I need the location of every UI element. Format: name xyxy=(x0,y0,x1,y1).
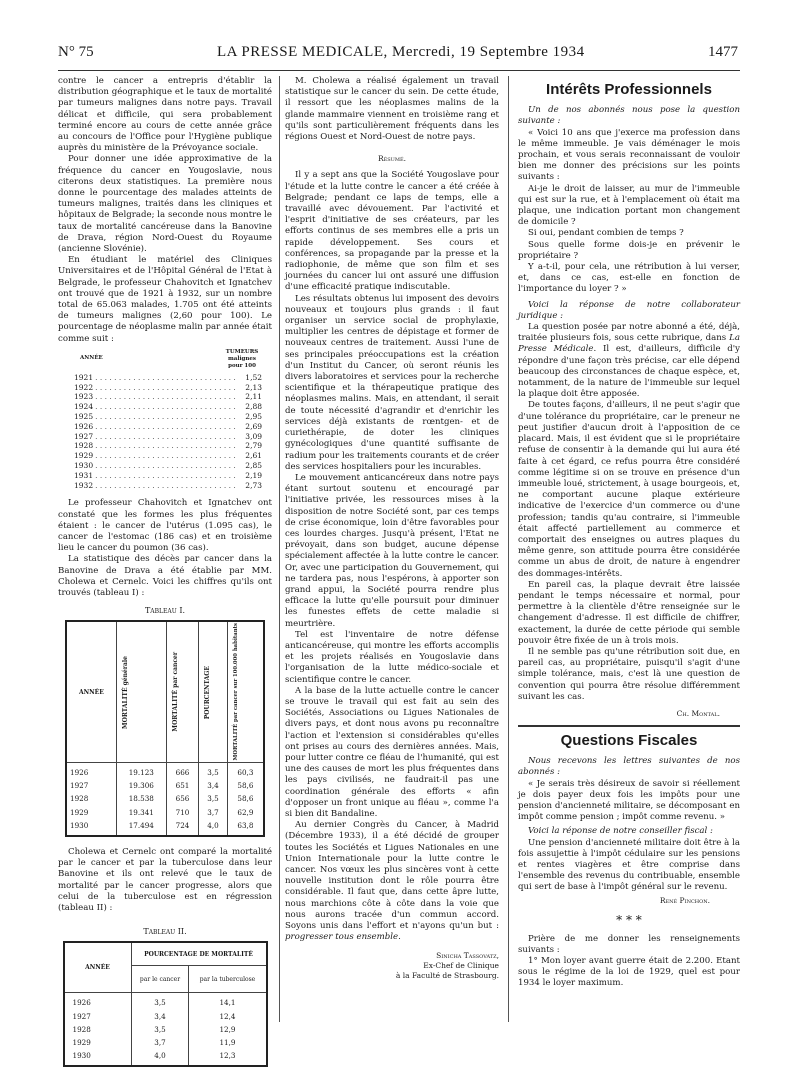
paragraph: Prière de me donner les renseignements suivants : xyxy=(518,933,740,955)
table-cell: 18.538 xyxy=(116,792,166,805)
paragraph: Il ne semble pas qu'une rétribution soit due, en pareil cas, au propriétaire, puisqu'il s'agit d'une simple tolérance, mais, c'est là une question de convention qui pourra être résolue différemment suivant les cas. xyxy=(518,646,740,702)
table-cell: 666 xyxy=(166,762,198,779)
list-value: 2,11 xyxy=(245,392,262,402)
leader-dots: . . . . . . . . . . . . . . . . . . . . . . . . . . . . . . xyxy=(95,412,236,422)
table-cell: 12,3 xyxy=(189,1049,267,1066)
list-value: 2,85 xyxy=(245,461,262,471)
table-cell: 11,9 xyxy=(189,1036,267,1049)
table-cell: 19.341 xyxy=(116,806,166,819)
table-cell: 656 xyxy=(166,792,198,805)
paragraph: Voici la réponse de notre conseiller fiscal : xyxy=(528,826,713,837)
table-cell: 3,5 xyxy=(199,762,228,779)
paragraph: En étudiant le matériel des Cliniques Universitaires et de l'Hôpital Général de l'Etat à Belgrade, le professeur Chahovitch et Ignatchev ont trouvé que de 1921 à 1932, sur un nombre total de 65.063 malades, 1.705 ont été atteints de tumeurs malignes (2,60 pour 100). Le pourcentage de néoplasme malin par année était comme suit : xyxy=(58,255,272,344)
table-cell: 3,7 xyxy=(199,806,228,819)
table-cell: 3,7 xyxy=(131,1036,189,1049)
leader-dots: . . . . . . . . . . . . . . . . . . . . . . . . . . . . . . xyxy=(95,480,236,490)
list-item xyxy=(58,441,272,451)
author-title: Ex-Chef de Clinique xyxy=(423,961,499,971)
table-row xyxy=(64,1036,267,1049)
paragraph: « Voici 10 ans que j'exerce ma profession dans le même immeuble. Je vais déménager le mois prochain, et vous serais reconnaissant de vouloir bien me donner des précisions sur les points suivants : xyxy=(518,127,740,183)
table-cell: 19.306 xyxy=(116,779,166,792)
list-year: 1930 xyxy=(74,461,94,471)
table-header-row xyxy=(64,942,267,966)
list-year: 1923 xyxy=(74,392,94,402)
table-cell: 3,5 xyxy=(199,792,228,805)
author-name: René Pinchon. xyxy=(659,895,710,905)
list-head-value: TUMEURS malignes pour 100 xyxy=(225,348,259,369)
leader-dots: . . . . . . . . . . . . . . . . . . . . . . . . . . . . . . xyxy=(95,382,236,392)
leader-dots: . . . . . . . . . . . . . . . . . . . . . . . . . . . . . . xyxy=(95,402,236,412)
list-year: 1921 xyxy=(74,372,94,382)
table-cell: 3,4 xyxy=(199,779,228,792)
table-2-title: Tableau II. xyxy=(143,927,187,937)
column-3 xyxy=(518,76,740,990)
table-cell: 12,4 xyxy=(189,1010,267,1023)
list-value: 3,09 xyxy=(245,431,262,441)
table-cell: 3,5 xyxy=(131,1023,189,1036)
table-head-cell: MORTALITÉ par cancer xyxy=(166,621,198,762)
list-value: 2,79 xyxy=(245,441,262,451)
paragraph: Y a-t-il, pour cela, une rétribution à lui verser, et, dans ce cas, est-elle en fonction de l'importance du loyer ? » xyxy=(518,262,740,295)
paragraph: Sous quelle forme dois-je en prévenir le propriétaire ? xyxy=(518,239,740,261)
list-item xyxy=(58,412,272,422)
leader-dots: . . . . . . . . . . . . . . . . . . . . . . . . . . . . . . xyxy=(95,470,236,480)
table-row xyxy=(66,819,264,836)
table-cell: 12,9 xyxy=(189,1023,267,1036)
table-row xyxy=(66,792,264,805)
header-rule xyxy=(58,70,740,71)
paragraph: A la base de la lutte actuelle contre le cancer se trouve le travail qui est fait au sein des Sociétés, Associations ou Ligues Nationales de divers pays, et dont nous avons pu reconnaître l'action et l'extension si considérables qu'elles ont prises au cours des dernières années. Mais, pour lutter contre ce fléau de l'humanité, qui est une des causes de mort les plus fréquentes dans les pays civilisés, ne faudrait-il pas une coordination générale des efforts « afin d'opposer un front unique au fléau », comme l'a si bien dit Bandaline. xyxy=(285,685,499,819)
list-item xyxy=(58,383,272,393)
paragraph: « Je serais très désireux de savoir si réellement je dois payer deux fois les impôts pour une pension d'ancienneté militaire, se décomposant en impôt comme pension ; impôt comme revenu. » xyxy=(518,778,740,823)
list-item xyxy=(58,432,272,442)
paragraph: contre le cancer a entrepris d'établir la distribution géographique et le taux de mortalité par tumeurs malignes dans notre pays. Travail délicat et difficile, qui sera probablement terminé encore au cours de cette année grâce au concours de l'Office pour l'Hygiène publique auprès du ministère de la Prévoyance sociale. xyxy=(58,76,272,154)
table-row xyxy=(64,1023,267,1036)
table-cell: 1929 xyxy=(70,807,89,817)
list-year: 1926 xyxy=(74,421,94,431)
table-cell: 1927 xyxy=(70,781,89,791)
table-row xyxy=(66,779,264,792)
paragraph: Voici la réponse de notre collaborateur juridique : xyxy=(518,299,740,321)
paragraph: Il y a sept ans que la Société Yougoslave pour l'étude et la lutte contre le cancer a été créée à Belgrade; pendant ce laps de temps, elle a travaillé avec dévouement. Par l'activité et l'esprit d'initiative de ses créateurs, par les efforts continus de ses membres elle a pris un rapide développement. Ses cours et conférences, sa propagande par la presse et la radiophonie, de même que son film et ses journées du cancer lui ont assuré une diffusion d'une efficacité pratique indiscutable. xyxy=(285,170,499,293)
list-item xyxy=(58,461,272,471)
table-head-cell: MORTALITÉ par cancer sur 100.000 habitants xyxy=(227,621,264,762)
separator-stars: * * * xyxy=(616,912,642,927)
list-item xyxy=(58,451,272,461)
list-item xyxy=(58,373,272,383)
table-row xyxy=(64,993,267,1010)
table-cell: 63,8 xyxy=(227,819,264,836)
list-year: 1932 xyxy=(74,480,94,490)
table-head-cell: ANNÉE xyxy=(64,942,132,993)
table-head-cell: MORTALITÉ générale xyxy=(116,621,166,762)
author-name: Sinicha Tassovatz, xyxy=(436,951,499,961)
paragraph: Les résultats obtenus lui imposent des devoirs nouveaux et toujours plus grands : il faut organiser un service social de prophylaxie, multiplier les centres de dépistage et former de nouveaux centres de traitement. Aussi l'une de ses principales préoccupations est la création d'un Institut du Cancer, où seront réunis les divers laboratoires et services pour la recherche scientifique et la thérapeutique pratique des néoplasmes malins. Mais, en attendant, il serait de toute nécessité d'agrandir et d'enrichir les services déjà existants de rœntgen- et de curiethérapie, de doter les cliniques gynécologiques d'une quantité suffisante de radium pour les traitements courants et de créer des services hospitaliers pour les incurables. xyxy=(285,293,499,472)
paragraph: De toutes façons, d'ailleurs, il ne peut s'agir que d'une tolérance du propriétaire, car le preneur ne peut justifier d'aucun droit à l'apposition de ce placard. Mais, il est évident que si le propriétaire refuse de consentir à la demande qui lui aura été faite à cet égard, ce refus pourra être considéré comme légitime si on se trouve en présence d'un immeuble loué, strictement, à usage bourgeois, et, ne comportant aucune plaque extérieure indicative de l'exercice d'un commerce ou d'une profession; tandis qu'au contraire, si l'immeuble était affecté partiellement au commerce et comportait des enseignes ou autres plaques du même genre, son attitude pourra être considérée comme un abus de droit, de nature à engendrer des dommages-intérêts. xyxy=(518,400,740,579)
section-heading: Résumé. xyxy=(377,154,407,164)
table-cell: 1928 xyxy=(72,1024,91,1034)
list-value: 2,61 xyxy=(245,451,262,461)
table-cell: 651 xyxy=(166,779,198,792)
leader-dots: . . . . . . . . . . . . . . . . . . . . . . . . . . . . . . xyxy=(95,421,236,431)
list-header xyxy=(58,345,272,373)
paragraph: Le mouvement anticancéreux dans notre pays étant surtout soutenu et encouragé par l'initiative privée, les ressources mises à la disposition de notre Société sont, par ces temps de crise économique, loin d'être favorables pour ces lourdes charges. Jusqu'à présent, l'Etat ne prévoyait, dans son budget, aucune dépense spécialement affectée à la lutte contre le cancer. Or, avec une participation du Gouvernement, qui ne tardera pas, nous l'espérons, à apporter son grand appui, la Société pourra rendre plus efficace la lutte qu'elle poursuit pour diminuer les funestes effets de cette maladie si meurtrière. xyxy=(285,472,499,629)
column-2 xyxy=(285,76,499,981)
section-title: Questions Fiscales xyxy=(560,731,698,749)
column-divider xyxy=(508,76,509,1022)
leader-dots: . . . . . . . . . . . . . . . . . . . . . . . . . . . . . . xyxy=(95,372,236,382)
list-item xyxy=(58,392,272,402)
table-cell: 1929 xyxy=(72,1038,91,1048)
table-cell: 14,1 xyxy=(189,993,267,1010)
list-value: 2,69 xyxy=(245,421,262,431)
page-header xyxy=(58,44,738,70)
table-head-cell: par le cancer xyxy=(131,966,189,993)
leader-dots: . . . . . . . . . . . . . . . . . . . . . . . . . . . . . . xyxy=(95,461,236,471)
table-row xyxy=(64,1010,267,1023)
paragraph: 1° Mon loyer avant guerre était de 2.200. Etant sous le régime de la loi de 1929, quel est pour 1934 le loyer maximum. xyxy=(518,956,740,989)
section-rule xyxy=(518,725,740,727)
table-head-cell: par la tuberculose xyxy=(189,966,267,993)
paragraph: Ai-je le droit de laisser, au mur de l'immeuble qui est sur la rue, et à l'emplacement où était ma plaque, une indication portant mon changement de domicile ? xyxy=(518,183,740,228)
list-value: 2,88 xyxy=(245,402,262,412)
list-year: 1929 xyxy=(74,451,94,461)
paragraph: Une pension d'ancienneté militaire doit être à la fois assujettie à l'impôt cédulaire sur les pensions et rentes viagères et être comprise dans l'ensemble des revenus du contribuable, ensemble qui sert de base à l'impôt général sur le revenu. xyxy=(518,837,740,893)
paragraph: En pareil cas, la plaque devrait être laissée pendant le temps nécessaire et normal, pour permettre à la clientèle d'être renseignée sur le changement d'adresse. Il est difficile de chiffrer, exactement, la durée de cette période qui semble pouvoir être fixée de un à trois mois. xyxy=(518,579,740,646)
page-number: 1477 xyxy=(707,44,738,60)
issue-date: Mercredi, 19 Septembre 1934 xyxy=(391,44,585,60)
table-cell: 58,6 xyxy=(227,779,264,792)
issue-number: N° 75 xyxy=(58,44,94,60)
table-cell: 1928 xyxy=(70,794,89,804)
table-header-row xyxy=(66,621,264,762)
paragraph: M. Cholewa a réalisé également un travail statistique sur le cancer du sein. De cette étude, il ressort que les néoplasmes malins de la glande mammaire viennent en troisième rang et qu'ils sont particulièrement fréquents dans les régions Ouest et Nord-Ouest de notre pays. xyxy=(285,76,499,143)
table-row xyxy=(66,762,264,779)
list-item xyxy=(58,481,272,491)
table-cell: 4,0 xyxy=(131,1049,189,1066)
table-cell: 1930 xyxy=(70,820,89,830)
table-cell: 58,6 xyxy=(227,792,264,805)
table-cell: 17.494 xyxy=(116,819,166,836)
list-year: 1927 xyxy=(74,431,94,441)
author-affiliation: à la Faculté de Strasbourg. xyxy=(395,971,499,981)
table-cell: 4,0 xyxy=(199,819,228,836)
list-value: 2,19 xyxy=(245,470,262,480)
paragraph: La question posée par notre abonné a été, déjà, traitée plusieurs fois, sous cette rubrique, dans La Presse Médicale. Il est, d'ailleurs, difficile d'y répondre d'une façon très précise, car elle dépend beaucoup des circonstances de chaque espèce, et, notamment, de la nature de l'immeuble sur lequel la plaque doit être apposée. xyxy=(518,322,740,400)
table-cell: 3,4 xyxy=(131,1010,189,1023)
table-head-cell: POURCENTAGE xyxy=(199,621,228,762)
list-value: 1,52 xyxy=(245,372,262,382)
paragraph: Pour donner une idée approximative de la fréquence du cancer en Yougoslavie, nous citerons deux statistiques. La première nous donne le pourcentage des malades atteints de tumeurs malignes, traités dans les cliniques et hôpitaux de Belgrade; la seconde nous montre le taux de mortalité cancéreuse dans la Banovine de Drava, région Nord-Ouest du Royaume (ancienne Slovénie). xyxy=(58,154,272,255)
leader-dots: . . . . . . . . . . . . . . . . . . . . . . . . . . . . . . xyxy=(95,431,236,441)
table-head-cell: POURCENTAGE DE MORTALITÉ xyxy=(131,942,267,966)
tumor-list xyxy=(58,373,272,491)
list-year: 1928 xyxy=(74,441,94,451)
list-value: 2,95 xyxy=(245,412,262,422)
section-title: Intérêts Professionnels xyxy=(546,81,712,98)
author-name: Ch. Montal. xyxy=(676,708,720,718)
paragraph: Au dernier Congrès du Cancer, à Madrid (Décembre 1933), il a été décidé de grouper toutes les Sociétés et Ligues Nationales en une Union Internationale pour la lutte contre le cancer. Nos vœux les plus sincères vont à cette nouvelle institution dont le rôle pourra être considérable. Il faut que, dans cette âpre lutte, nous marchions côte à côte dans la voie que nous aurons tracée d'un commun accord. Soyons unis dans l'effort et n'ayons qu'un but : progresser tous ensemble. xyxy=(285,820,499,943)
table-1-title: Tableau I. xyxy=(144,606,186,616)
list-year: 1931 xyxy=(74,470,94,480)
paragraph: Tel est l'inventaire de notre défense anticancéreuse, qui montre les efforts accomplis et les projets réalisés en Yougoslavie dans l'organisation de la lutte médico-sociale et scientifique contre le cancer. xyxy=(285,629,499,685)
table-head-cell: ANNÉE xyxy=(66,621,116,762)
column-divider xyxy=(279,76,280,1022)
list-item xyxy=(58,402,272,412)
table-cell: 1926 xyxy=(70,767,89,777)
table-cell: 60,3 xyxy=(227,762,264,779)
list-year: 1922 xyxy=(74,382,94,392)
table-cell: 19.123 xyxy=(116,762,166,779)
list-item xyxy=(58,471,272,481)
table-cell: 1930 xyxy=(72,1051,91,1061)
paragraph: Le professeur Chahovitch et Ignatchev ont constaté que les formes les plus fréquentes étaient : le cancer de l'utérus (1.095 cas), le cancer de l'estomac (186 cas) et en troisième lieu le cancer du poumon (36 cas). xyxy=(58,498,272,554)
leader-dots: . . . . . . . . . . . . . . . . . . . . . . . . . . . . . . xyxy=(95,451,236,461)
leader-dots: . . . . . . . . . . . . . . . . . . . . . . . . . . . . . . xyxy=(95,441,236,451)
list-value: 2,13 xyxy=(245,382,262,392)
table-row xyxy=(64,1049,267,1066)
masthead xyxy=(217,44,585,61)
table-row xyxy=(66,806,264,819)
table-cell: 3,5 xyxy=(131,993,189,1010)
table-cell: 710 xyxy=(166,806,198,819)
table-2 xyxy=(63,941,268,1067)
table-cell: 724 xyxy=(166,819,198,836)
list-year: 1925 xyxy=(74,412,94,422)
paragraph: Nous recevons les lettres suivantes de nos abonnés : xyxy=(518,756,740,778)
paragraph: Si oui, pendant combien de temps ? xyxy=(528,228,684,239)
paragraph: Un de nos abonnés nous pose la question suivante : xyxy=(518,105,740,127)
paragraph: La statistique des décès par cancer dans la Banovine de Drava a été établie par MM. Cholewa et Cernelc. Voici les chiffres qu'ils ont trouvés (tableau I) : xyxy=(58,554,272,599)
list-year: 1924 xyxy=(74,402,94,412)
table-cell: 1927 xyxy=(72,1011,91,1021)
paragraph: Cholewa et Cernelc ont comparé la mortalité par le cancer et par la tuberculose dans leur Banovine et ils ont relevé que le taux de mortalité par le cancer progresse, alors que celui de la tuberculose est en régression (tableau II) : xyxy=(58,847,272,914)
list-item xyxy=(58,422,272,432)
table-cell: 1926 xyxy=(72,998,91,1008)
table-cell: 62,9 xyxy=(227,806,264,819)
list-head-year: ANNÉE xyxy=(80,354,103,361)
table-1 xyxy=(65,620,265,837)
leader-dots: . . . . . . . . . . . . . . . . . . . . . . . . . . . . . . xyxy=(95,392,236,402)
list-value: 2,73 xyxy=(245,480,262,490)
journal-title: LA PRESSE MEDICALE, xyxy=(216,44,388,60)
column-1 xyxy=(58,76,272,1071)
signature xyxy=(285,951,499,981)
